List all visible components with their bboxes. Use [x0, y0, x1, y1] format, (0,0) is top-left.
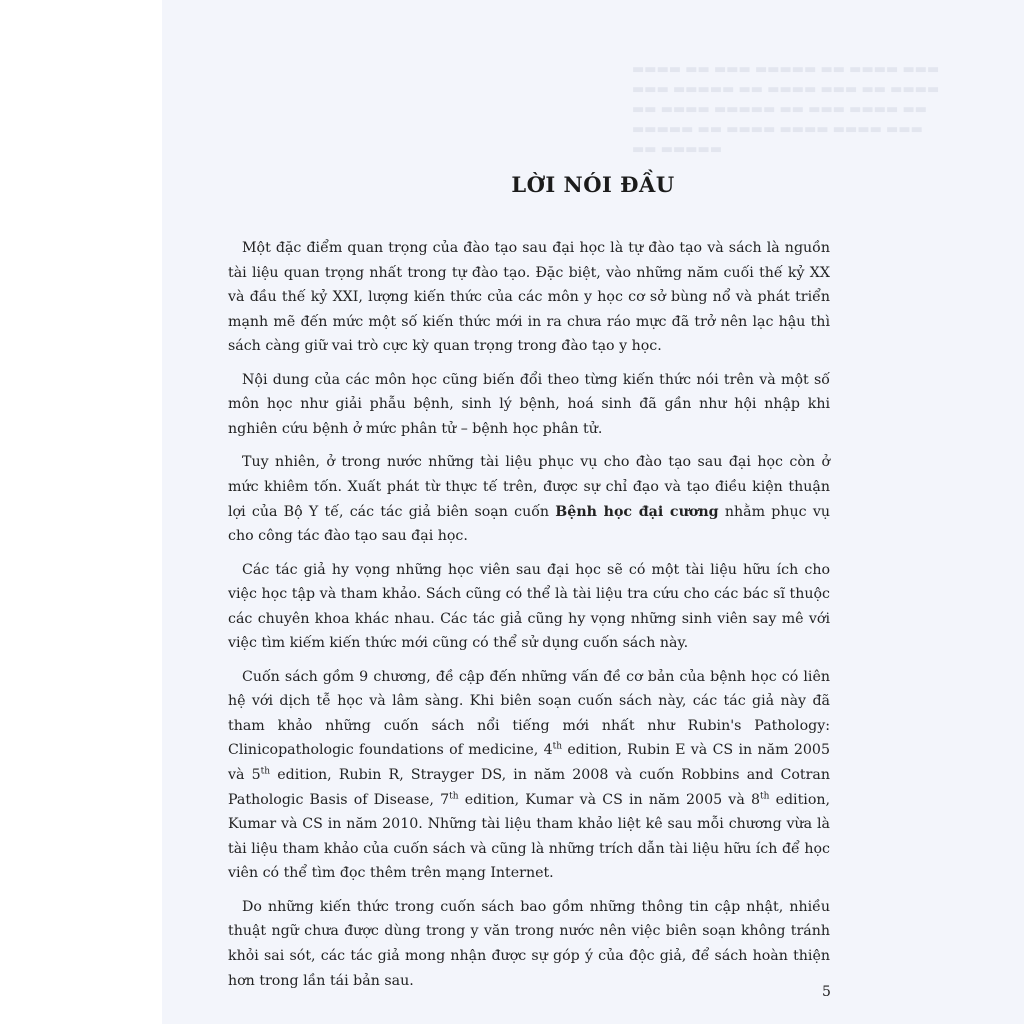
superscript-th: th	[759, 790, 770, 801]
page-title: LỜI NÓI ĐẦU	[511, 172, 675, 197]
superscript-th: th	[552, 741, 563, 752]
paragraph-5-part-5: edition, Kumar và CS in năm 2010. Những tài liệu tham khảo liệt kê sau mỗi chương vừa là tài liệu tham khảo của cuốn sách và cũng là những trích dẫn tài liệu hữu ích để học viên có thể tìm đọc thêm trên mạng Internet.	[228, 791, 831, 882]
paragraph-3	[228, 450, 830, 548]
superscript-th: th	[260, 766, 271, 777]
book-page	[162, 0, 1024, 1024]
paragraph-5	[228, 665, 830, 886]
paragraph-5-part-1: Cuốn sách gồm 9 chương, đề cập đến những vấn đề cơ bản của bệnh học có liên hệ với dịch tễ học và lâm sàng. Khi biên soạn cuốn sách này, các tác giả này đã tham khảo những cuốn sách nổi tiếng mới nhất như Rubin's Pathology: Clinicopathologic foundations of medicine, 4	[228, 668, 830, 759]
paragraph-2: Nội dung của các môn học cũng biến đổi theo từng kiến thức nói trên và một số môn học như giải phẫu bệnh, sinh lý bệnh, hoá sinh đã gần như hội nhập khi nghiên cứu bệnh ở mức phân tử – bệnh học phân tử.	[228, 371, 830, 437]
paragraph-3-text-before: Tuy nhiên, ở trong nước những tài liệu phục vụ cho đào tạo sau đại học còn ở mức khiêm tốn. Xuất phát từ thực tế trên, được sự chỉ đạo và tạo điều kiện thuận lợi của Bộ Y tế, các tác giả biên soạn cuốn	[228, 454, 830, 520]
preface-body	[228, 236, 830, 1002]
page-number: 5	[822, 984, 831, 1000]
superscript-th: th	[449, 790, 459, 801]
show-through-text: ▬▬▬▬ ▬▬ ▬▬▬ ▬▬▬▬▬ ▬▬ ▬▬▬▬ ▬▬▬ ▬▬▬ ▬▬▬▬▬ ▬▬ ▬▬▬▬ ▬▬▬ ▬▬ ▬▬▬▬ ▬▬ ▬▬▬▬ ▬▬▬▬▬ ▬▬ ▬▬▬ ▬▬▬▬ ▬▬ ▬▬▬▬▬ ▬▬ ▬▬▬▬ ▬▬▬▬ ▬▬▬▬ ▬▬▬ ▬▬ ▬▬▬▬▬	[632, 62, 940, 157]
paragraph-5-part-2: edition, Rubin E và CS in năm 2005 và 5	[228, 742, 830, 784]
paragraph-5-part-4: edition, Kumar và CS in năm 2005 và 8	[458, 791, 760, 808]
paragraph-4: Các tác giả hy vọng những học viên sau đại học sẽ có một tài liệu hữu ích cho việc học tập và tham khảo. Sách cũng có thể là tài liệu tra cứu cho các bác sĩ thuộc các chuyên khoa khác nhau. Các tác giả cũng hy vọng những sinh viên say mê với việc tìm kiếm kiến thức mới cũng có thể sử dụng cuốn sách này.	[228, 561, 830, 652]
book-title: Bệnh học đại cương	[555, 503, 719, 520]
paragraph-6: Do những kiến thức trong cuốn sách bao gồm những thông tin cập nhật, nhiều thuật ngữ chưa được dùng trong y văn trong nước nên việc biên soạn không tránh khỏi sai sót, các tác giả mong nhận được sự góp ý của độc giả, để sách hoàn thiện hơn trong lần tái bản sau.	[228, 898, 830, 989]
paragraph-5-part-3: edition, Rubin R, Strayger DS, in năm 2008 và cuốn Robbins and Cotran Pathologic Basis of Disease, 7	[228, 767, 830, 808]
paragraph-1: Một đặc điểm quan trọng của đào tạo sau đại học là tự đào tạo và sách là nguồn tài liệu quan trọng nhất trong tự đào tạo. Đặc biệt, vào những năm cuối thế kỷ XX và đầu thế kỷ XXI, lượng kiến thức của các môn y học cơ sở bùng nổ và phát triển mạnh mẽ đến mức một số kiến thức mới in ra chưa ráo mực đã trở nên lạc hậu thì sách càng giữ vai trò cực kỳ quan trọng trong đào tạo y học.	[228, 240, 830, 355]
paragraph-3-text-after: nhằm phục vụ cho công tác đào tạo sau đại học.	[228, 503, 831, 545]
